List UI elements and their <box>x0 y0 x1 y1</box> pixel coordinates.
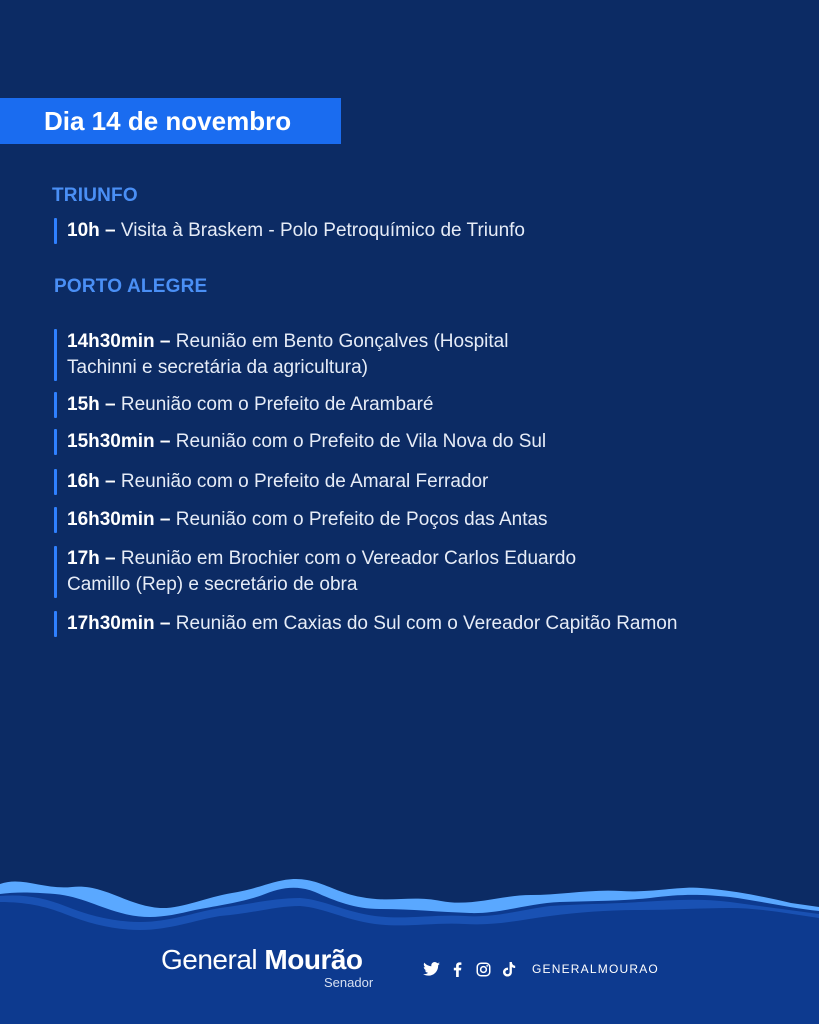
brand-subtitle: Senador <box>324 975 374 990</box>
date-title-banner <box>0 98 341 144</box>
page-title: Dia 14 de novembro <box>44 105 292 136</box>
mountain-wave-footer <box>0 870 819 1024</box>
list-item <box>54 469 794 495</box>
item-bar <box>54 507 57 533</box>
item-bar <box>54 329 57 381</box>
brand-logo <box>161 944 363 976</box>
brand-name-bold: Mourão <box>264 944 363 975</box>
item-time: 15h30min – <box>67 431 171 452</box>
item-time: 15h – <box>67 394 116 415</box>
list-item <box>54 392 794 418</box>
twitter-icon[interactable] <box>422 960 440 978</box>
item-description-cont: Tachinni e secretária da agricultura) <box>67 357 368 378</box>
item-description: Reunião com o Prefeito de Poços das Antas <box>170 509 548 530</box>
item-description: Reunião em Caxias do Sul com o Vereador Capitão Ramon <box>170 613 678 634</box>
list-item <box>54 218 794 244</box>
item-bar <box>54 218 57 244</box>
item-time: 17h30min – <box>67 613 171 634</box>
item-time: 10h – <box>67 220 116 241</box>
item-text <box>67 392 434 418</box>
item-text <box>67 469 488 495</box>
item-description: Reunião em Bento Gonçalves (Hospital <box>170 331 509 352</box>
item-bar <box>54 429 57 455</box>
list-item <box>54 507 794 533</box>
item-bar <box>54 546 57 598</box>
list-item <box>54 429 794 455</box>
item-text <box>67 218 525 244</box>
item-text <box>67 611 677 637</box>
item-description-cont: Camillo (Rep) e secretário de obra <box>67 574 358 595</box>
item-bar <box>54 611 57 637</box>
list-item <box>54 611 794 637</box>
item-description: Reunião com o Prefeito de Vila Nova do Sul <box>170 431 547 452</box>
tiktok-icon[interactable] <box>500 960 518 978</box>
item-bar <box>54 469 57 495</box>
section-heading-triunfo: TRIUNFO <box>52 185 138 206</box>
item-description: Reunião com o Prefeito de Arambaré <box>115 394 434 415</box>
item-time: 16h30min – <box>67 509 171 530</box>
section-heading-porto-alegre: PORTO ALEGRE <box>54 276 208 297</box>
social-handle[interactable]: GENERALMOURAO <box>532 962 659 976</box>
brand-name-light: General <box>161 944 265 975</box>
item-description: Visita à Braskem - Polo Petroquímico de Triunfo <box>115 220 525 241</box>
item-time: 14h30min – <box>67 331 171 352</box>
item-text <box>67 429 546 455</box>
item-time: 16h – <box>67 471 116 492</box>
list-item <box>54 329 794 381</box>
facebook-icon[interactable] <box>448 960 466 978</box>
item-time: 17h – <box>67 548 116 569</box>
list-item <box>54 546 794 598</box>
item-text <box>67 546 576 598</box>
item-description: Reunião em Brochier com o Vereador Carlos Eduardo <box>115 548 577 569</box>
instagram-icon[interactable] <box>474 960 492 978</box>
item-description: Reunião com o Prefeito de Amaral Ferrador <box>115 471 489 492</box>
item-text <box>67 329 508 381</box>
item-text <box>67 507 548 533</box>
social-links <box>422 960 659 978</box>
item-bar <box>54 392 57 418</box>
